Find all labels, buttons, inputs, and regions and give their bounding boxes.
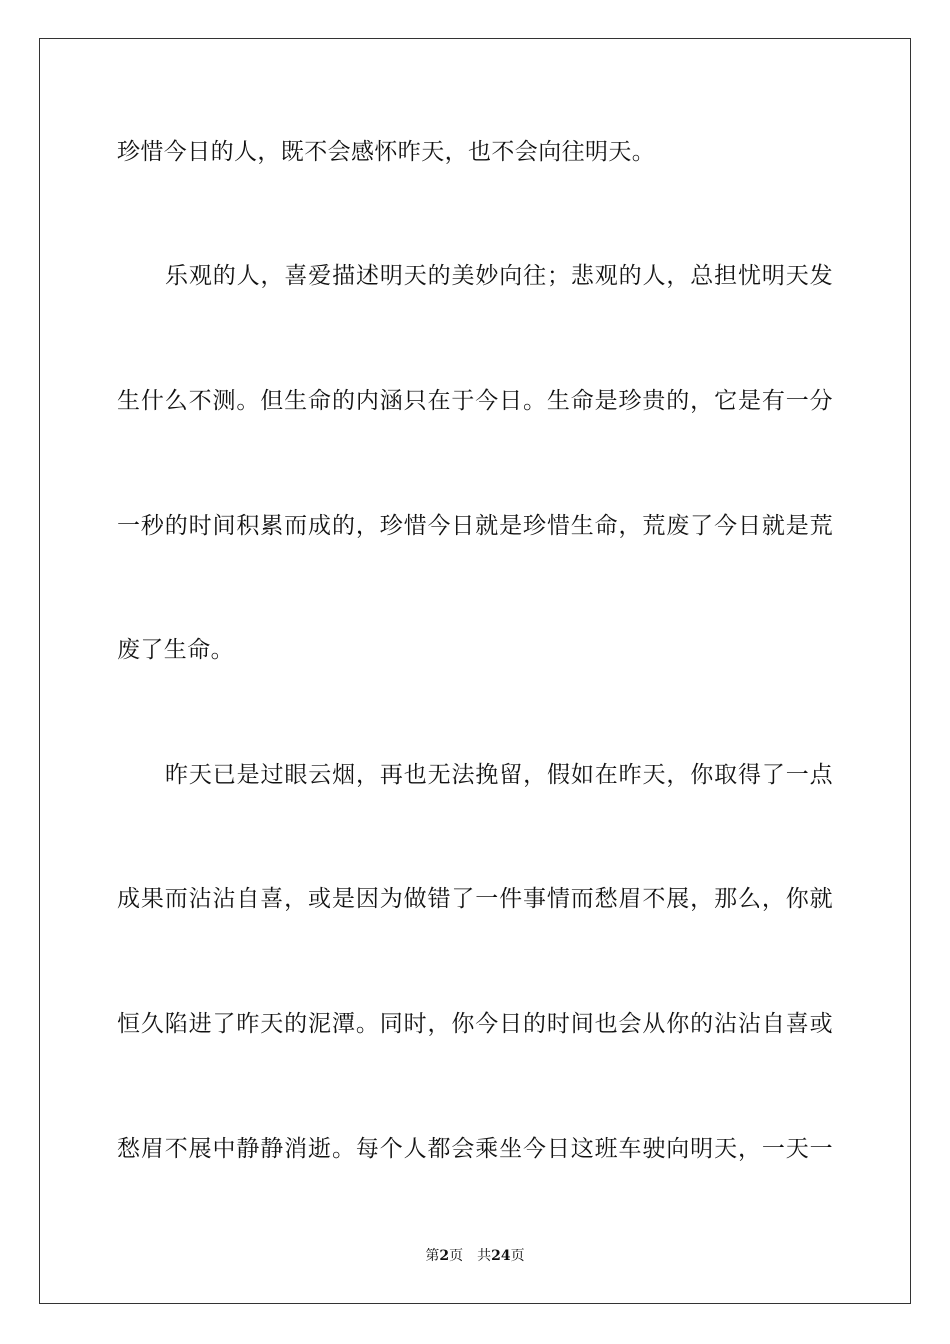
paragraph-line: 愁眉不展中静静消逝。每个人都会乘坐今日这班车驶向明天，一天一: [117, 1136, 833, 1162]
page-footer: [0, 1246, 950, 1266]
page-prefix: 第: [425, 1248, 440, 1264]
paragraph-line: 乐观的人，喜爱描述明天的美妙向往；悲观的人，总担忧明天发: [165, 263, 833, 289]
page-suffix: 页: [449, 1248, 464, 1264]
paragraph-line: 一秒的时间积累而成的，珍惜今日就是珍惜生命，荒废了今日就是荒: [117, 513, 833, 539]
total-suffix: 页: [510, 1248, 525, 1264]
paragraph-line: 珍惜今日的人，既不会感怀昨天，也不会向往明天。: [117, 139, 656, 165]
total-pages: 24: [491, 1248, 511, 1264]
page-number: 2: [439, 1248, 450, 1264]
page-border: [39, 38, 911, 1304]
paragraph-line: 昨天已是过眼云烟，再也无法挽留，假如在昨天，你取得了一点: [165, 762, 833, 788]
paragraph-line: 成果而沾沾自喜，或是因为做错了一件事情而愁眉不展，那么，你就: [117, 886, 833, 912]
paragraph-line: 恒久陷进了昨天的泥潭。同时，你今日的时间也会从你的沾沾自喜或: [117, 1011, 833, 1037]
total-prefix: 共: [477, 1248, 492, 1264]
paragraph-line: 废了生命。: [117, 637, 234, 663]
paragraph-line: 生什么不测。但生命的内涵只在于今日。生命是珍贵的，它是有一分: [117, 388, 833, 414]
